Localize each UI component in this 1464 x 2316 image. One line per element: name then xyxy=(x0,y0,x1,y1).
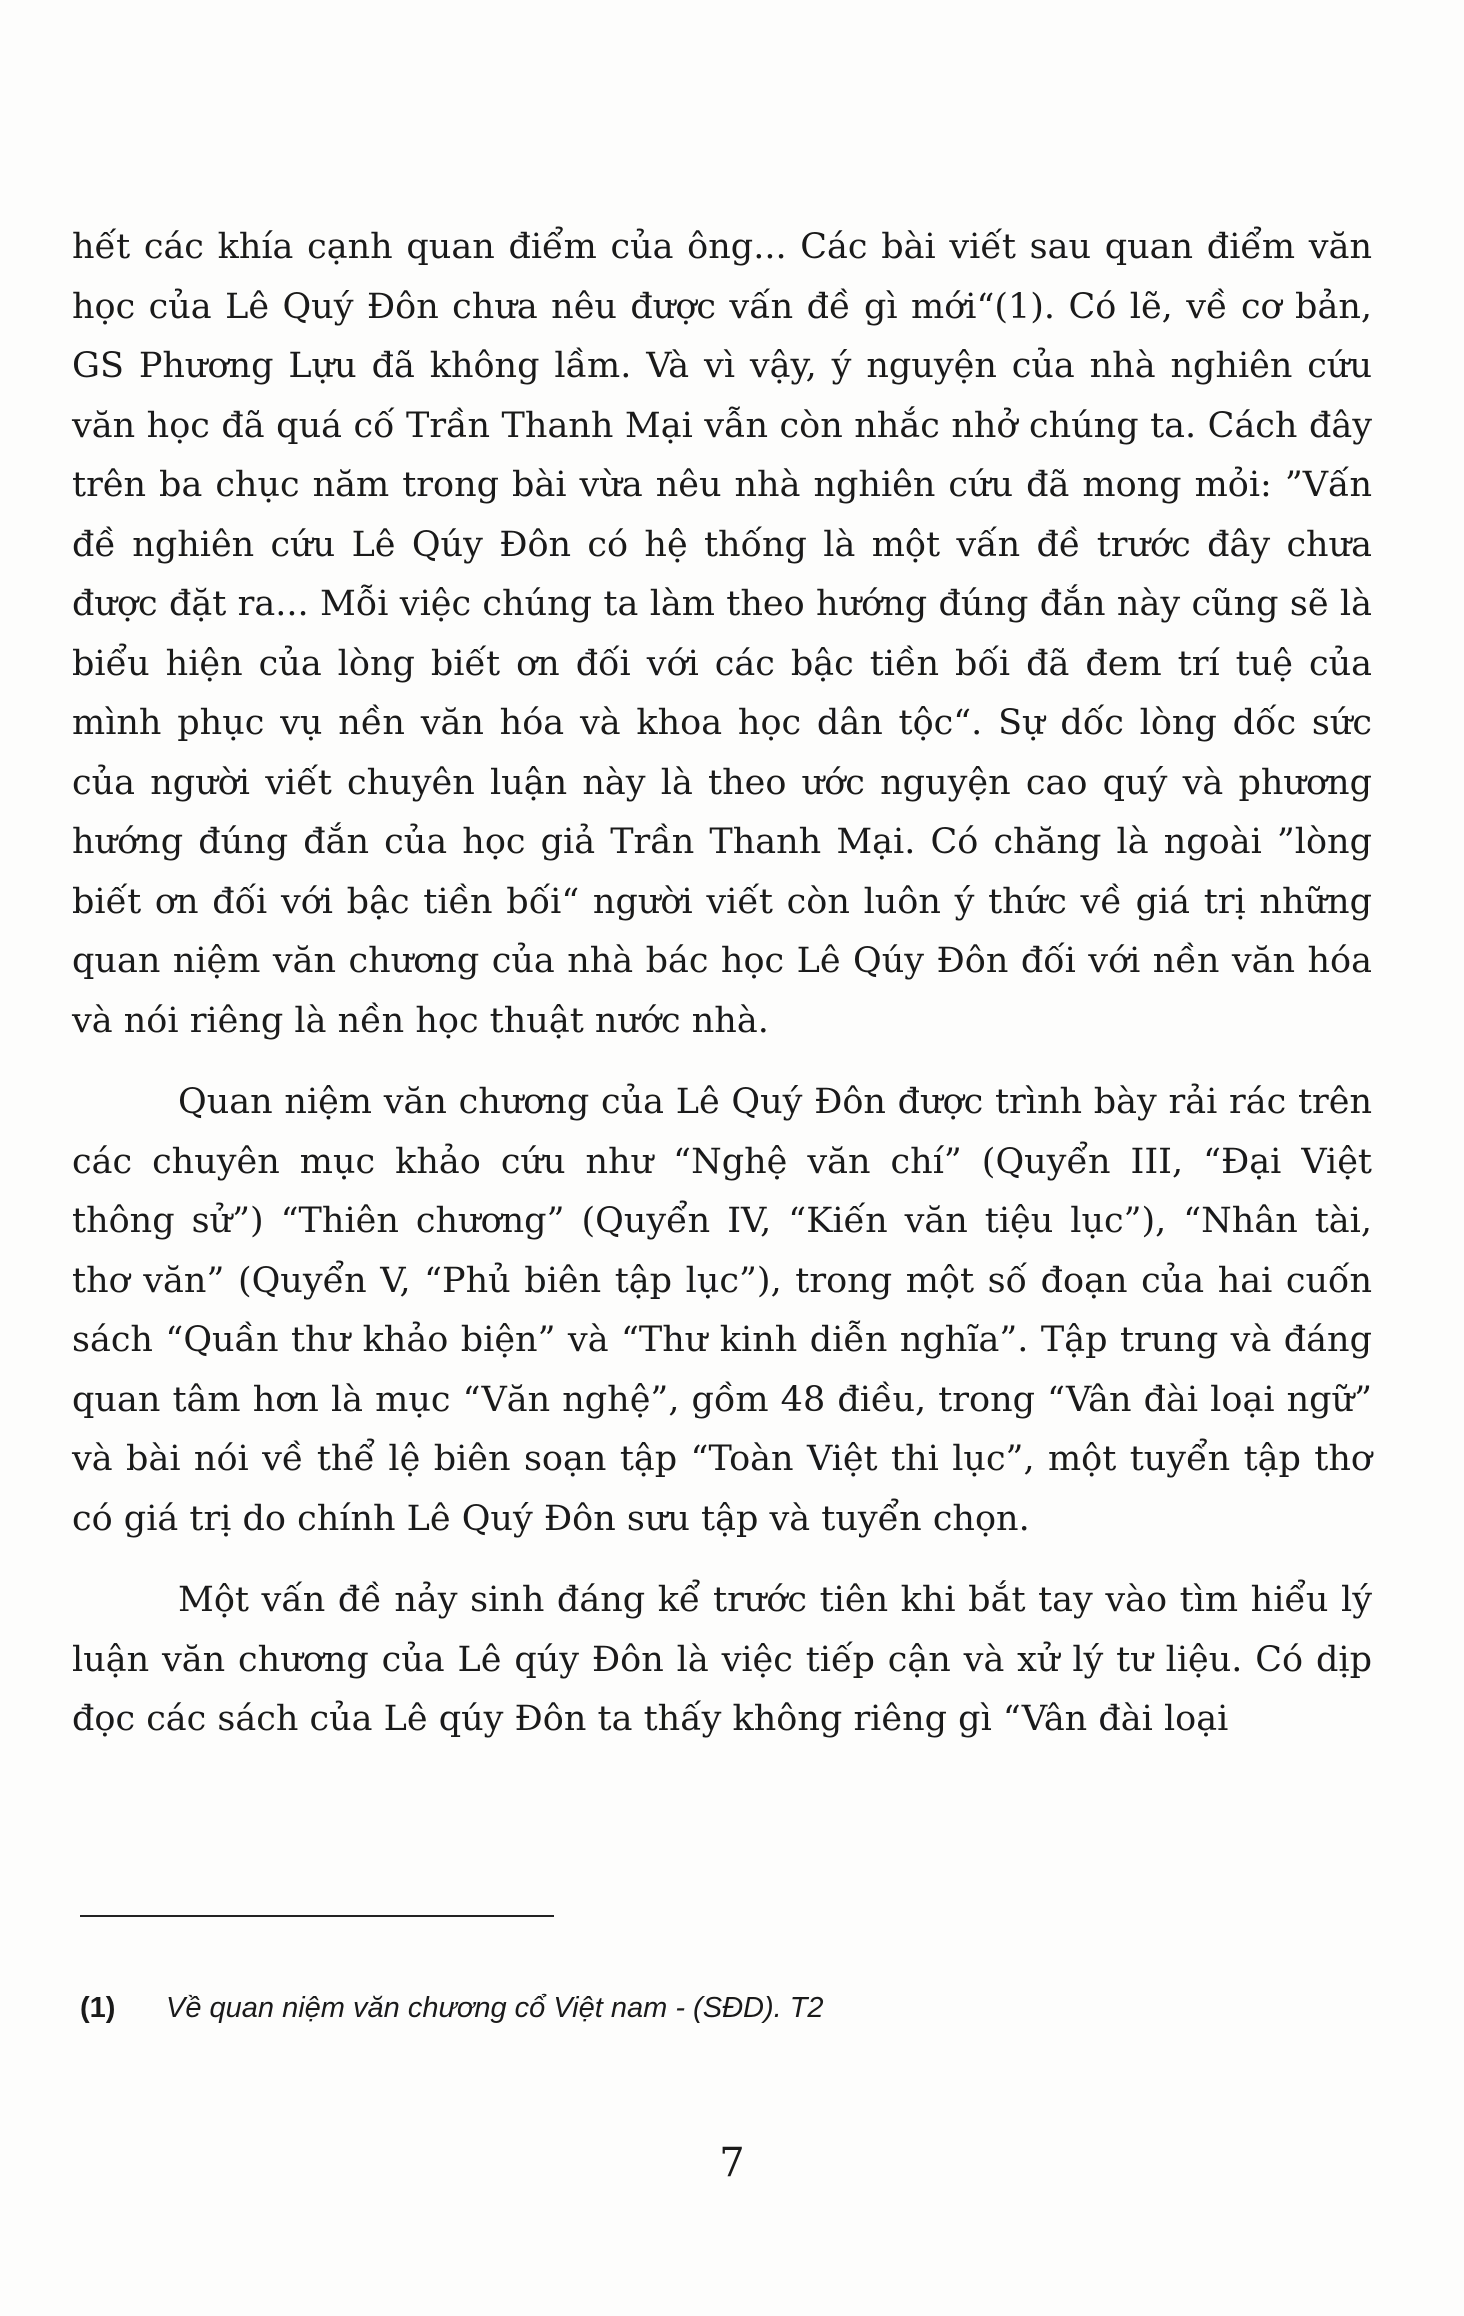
footnote-text: Về quan niệm văn chương cổ Việt nam - (SĐD). T2 xyxy=(166,1992,824,2024)
paragraph: Quan niệm văn chương của Lê Quý Đôn được trình bày rải rác trên các chuyên mục khảo cứu như “Nghệ văn chí” (Quyển III, “Đại Việt thông sử”) “Thiên chương” (Quyển IV, “Kiến văn tiệu lục”), “Nhân tài, thơ văn” (Quyển V, “Phủ biên tập lục”), trong một số đoạn của hai cuốn sách “Quần thư khảo biện” và “Thư kinh diễn nghĩa”. Tập trung và đáng quan tâm hơn là mục “Văn nghệ”, gồm 48 điều, trong “Vân đài loại ngữ” và bài nói về thể lệ biên soạn tập “Toàn Việt thi lục”, một tuyển tập thơ có giá trị do chính Lê Quý Đôn sưu tập và tuyển chọn. xyxy=(72,1082,1372,1539)
footnote-marker: (1) xyxy=(80,1992,116,2024)
paragraph-continued: hết các khía cạnh quan điểm của ông... Các bài viết sau quan điểm văn học của Lê Quý Đôn chưa nêu được vấn đề gì mới“(1). Có lẽ, về cơ bản, GS Phương Lựu đã không lầm. Và vì vậy, ý nguyện của nhà nghiên cứu văn học đã quá cố Trần Thanh Mại vẫn còn nhắc nhở chúng ta. Cách đây trên ba chục năm trong bài vừa nêu nhà nghiên cứu đã mong mỏi: ”Vấn đề nghiên cứu Lê Qúy Đôn có hệ thống là một vấn đề trước đây chưa được đặt ra... Mỗi việc chúng ta làm theo hướng đúng đắn này cũng sẽ là biểu hiện của lòng biết ơn đối với các bậc tiền bối đã đem trí tuệ của mình phục vụ nền văn hóa và khoa học dân tộc“. Sự dốc lòng dốc sức của người viết chuyên luận này là theo ước nguyện cao quý và phương hướng đúng đắn của học giả Trần Thanh Mại. Có chăng là ngoài ”lòng biết ơn đối với bậc tiền bối“ người viết còn luôn ý thức về giá trị những quan niệm văn chương của nhà bác học Lê Qúy Đôn đối với nền văn hóa và nói riêng là nền học thuật nước nhà. xyxy=(72,227,1372,1041)
footnote xyxy=(80,1988,1280,2028)
paragraph: Một vấn đề nảy sinh đáng kể trước tiên khi bắt tay vào tìm hiểu lý luận văn chương của Lê qúy Đôn là việc tiếp cận và xử lý tư liệu. Có dịp đọc các sách của Lê qúy Đôn ta thấy không riêng gì “Vân đài loại xyxy=(72,1580,1372,1739)
page-number: 7 xyxy=(719,2140,745,2186)
body-text xyxy=(72,218,1372,1772)
footnote-divider xyxy=(80,1915,554,1917)
